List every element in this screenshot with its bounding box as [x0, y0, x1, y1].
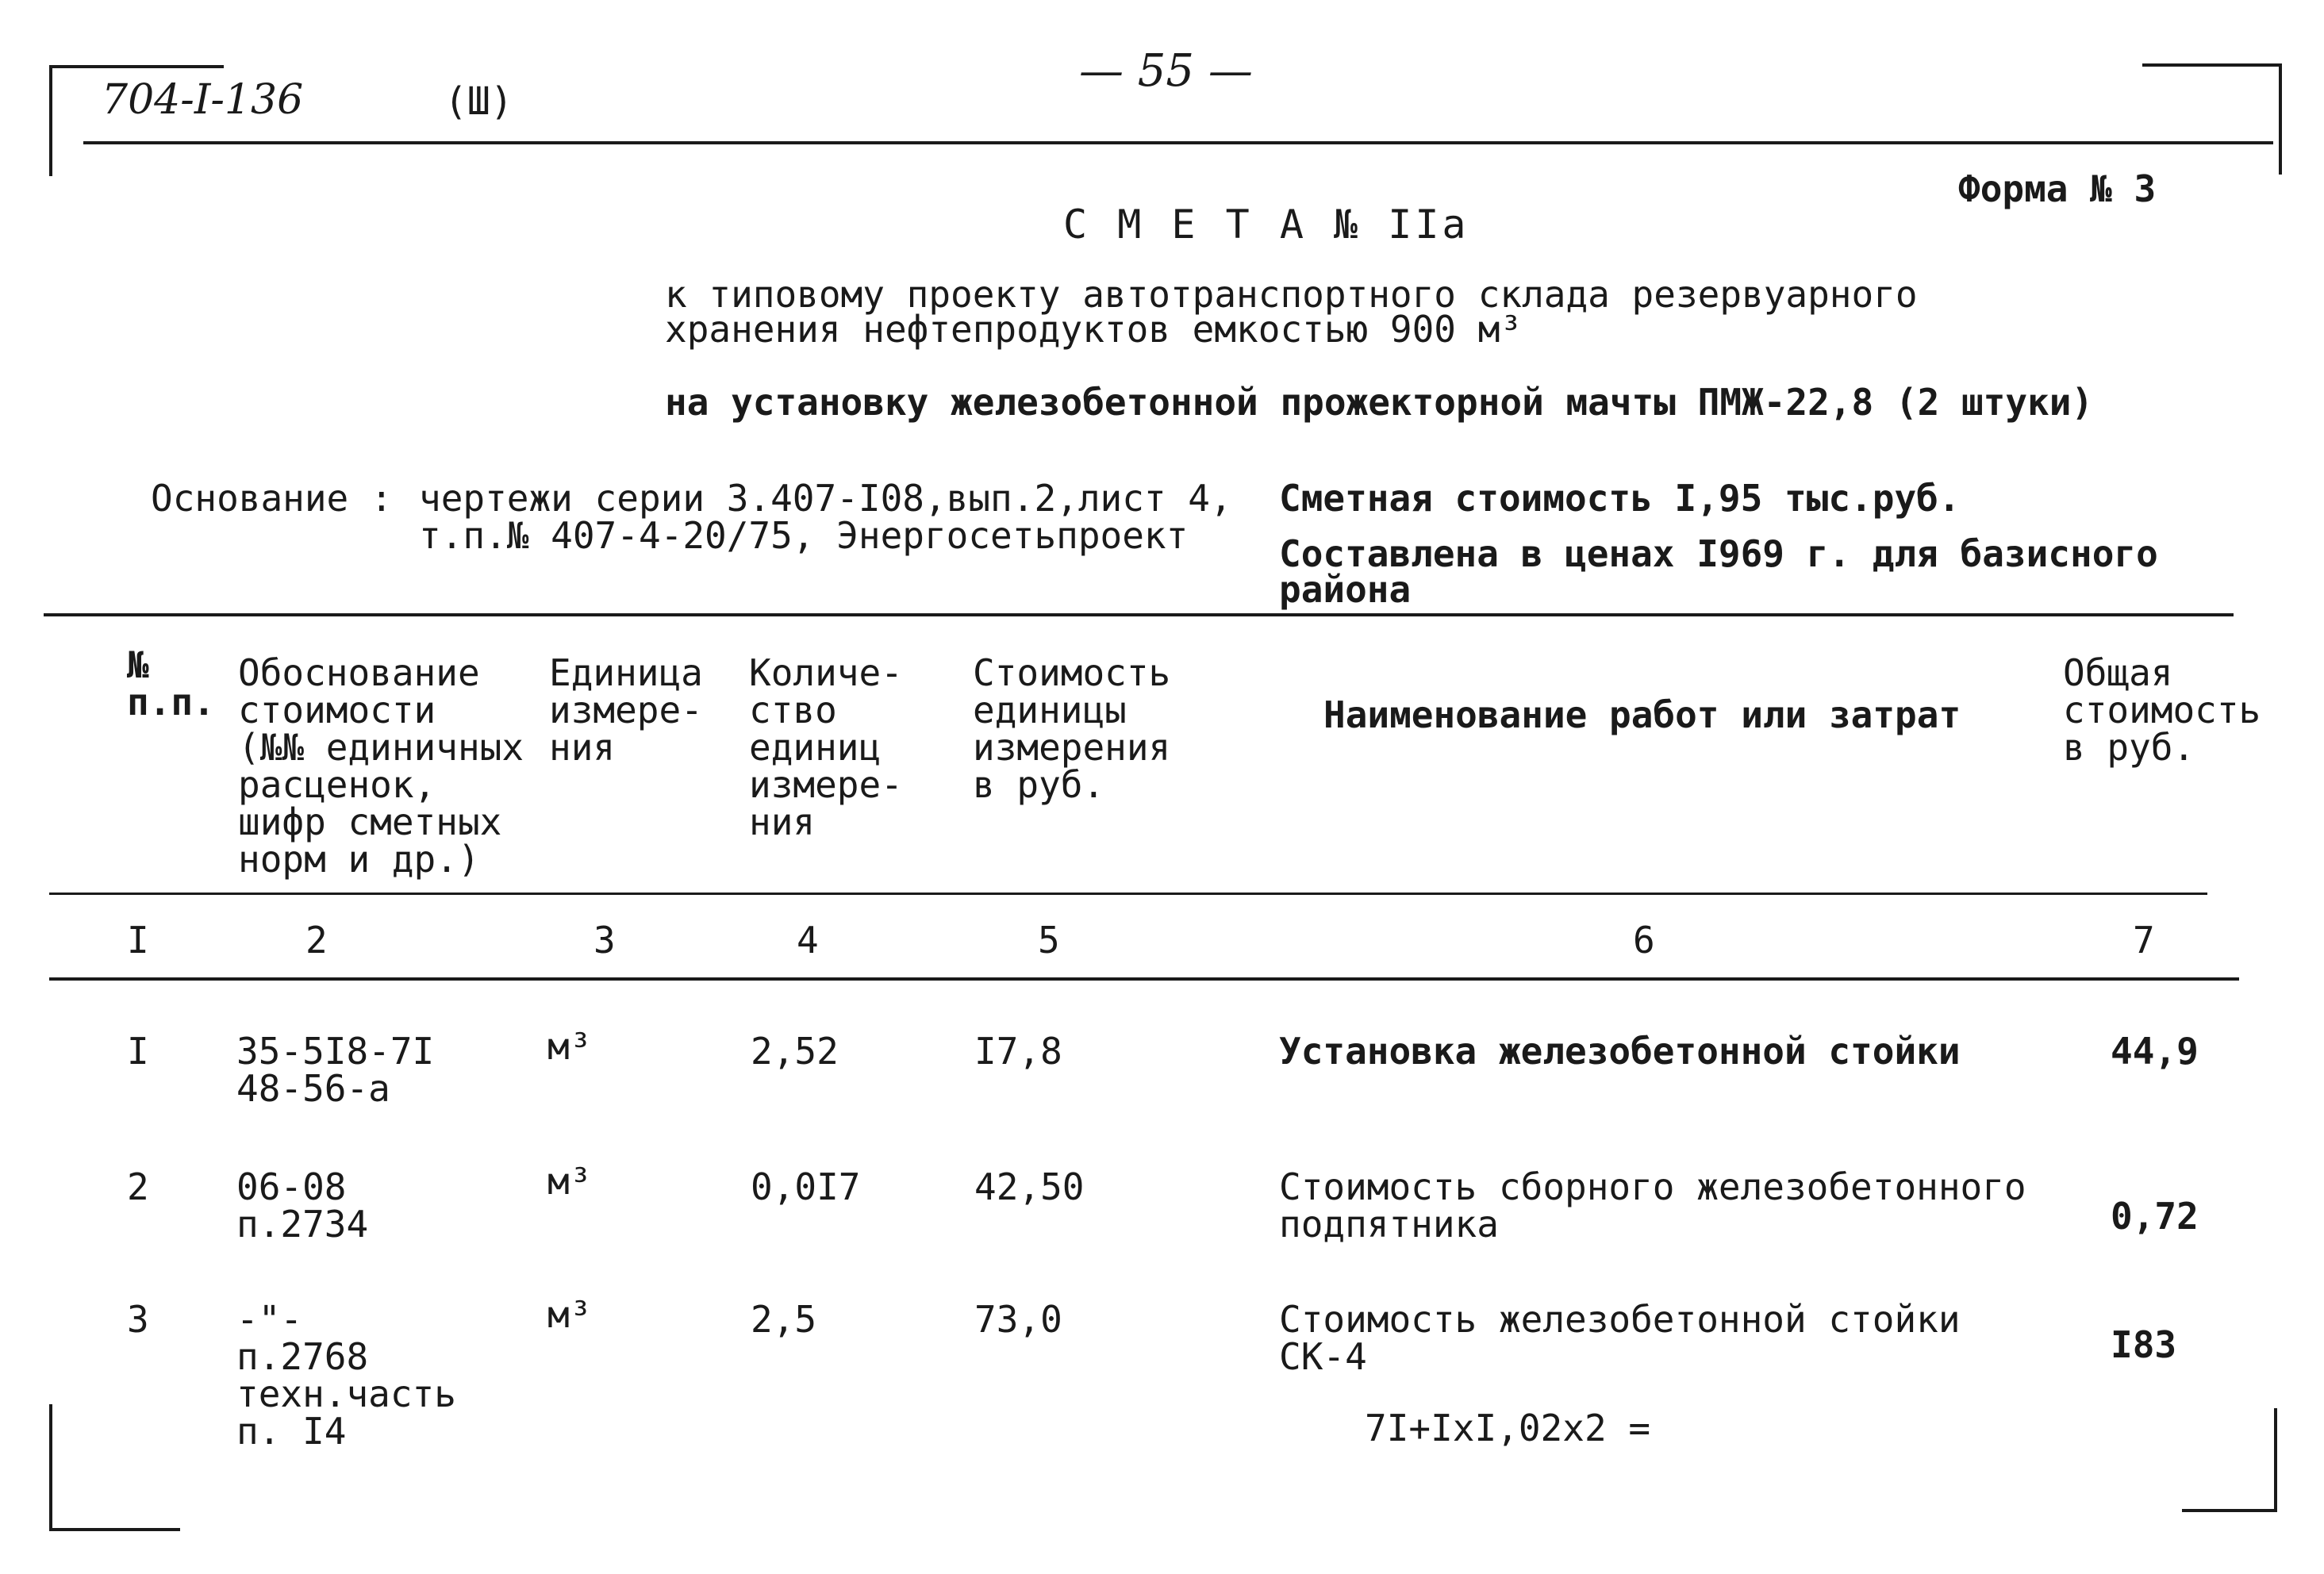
row-1-unit-cost: I7,8	[974, 1030, 1062, 1073]
row-2-number: 2	[127, 1165, 149, 1208]
table-top-rule	[44, 613, 2234, 616]
column-number-6: 6	[1633, 919, 1655, 962]
row-3-quantity: 2,5	[751, 1298, 817, 1341]
table-header-rule	[49, 893, 2207, 895]
frame-corner-bottom-left-v	[49, 1404, 52, 1531]
row-1-work-name: Установка железобетонной стойки	[1279, 1030, 1961, 1073]
row-3-unit-cost: 73,0	[974, 1298, 1062, 1341]
column-number-1: I	[127, 919, 149, 962]
prices-note-line-1: Составлена в ценах I969 г. для базисного	[1279, 532, 2158, 575]
row-2-basis: 06-08 п.2734	[236, 1165, 369, 1246]
column-numbers-rule	[49, 977, 2239, 981]
document-part: (Ш)	[444, 79, 513, 124]
row-2-unit: м³	[547, 1160, 592, 1203]
row-2-unit-cost: 42,50	[974, 1165, 1085, 1208]
column-number-5: 5	[1038, 919, 1060, 962]
column-number-4: 4	[797, 919, 819, 962]
row-1-number: I	[127, 1030, 149, 1073]
row-3-total: I83	[2111, 1323, 2177, 1366]
frame-corner-top-right-h	[2142, 63, 2281, 67]
row-1-basis: 35-5I8-7I 48-56-а	[236, 1030, 435, 1110]
estimated-cost: Сметная стоимость I,95 тыс.руб.	[1279, 477, 1961, 520]
document-title: С М Е Т А № IIа	[1063, 202, 1469, 248]
subtitle-line-2: хранения нефтепродуктов емкостью 900 м³	[665, 308, 1523, 351]
row-1-quantity: 2,52	[751, 1030, 839, 1073]
frame-corner-top-left-v	[49, 65, 52, 176]
row-1-unit: м³	[547, 1025, 592, 1068]
basis-line-1: чертежи серии 3.407-I08,вып.2,лист 4,	[419, 477, 1232, 520]
row-3-work-name: Стоимость железобетонной стойки СК-4	[1279, 1298, 1961, 1378]
frame-corner-bottom-right-h	[2182, 1509, 2277, 1512]
basis-line-2: т.п.№ 407-4-20/75, Энергосетьпроект	[419, 514, 1189, 557]
header-rule	[83, 141, 2273, 144]
document-code: 704-I-136	[102, 76, 304, 124]
page-number: — 55 —	[1079, 45, 1253, 97]
column-number-3: 3	[593, 919, 616, 962]
row-2-total: 0,72	[2111, 1195, 2199, 1238]
row-3-number: 3	[127, 1298, 149, 1341]
header-quantity: Количе- ство единиц измере- ния	[749, 651, 903, 843]
header-work-name: Наименование работ или затрат	[1323, 693, 1961, 736]
frame-corner-bottom-left-h	[49, 1528, 180, 1531]
row-3-basis: -"- п.2768 техн.часть п. I4	[236, 1298, 456, 1453]
prices-note-line-2: района	[1279, 568, 1412, 611]
row-2-quantity: 0,0I7	[751, 1165, 861, 1208]
column-number-2: 2	[305, 919, 328, 962]
header-total-cost: Общая стоимость в руб.	[2063, 651, 2261, 769]
column-number-7: 7	[2133, 919, 2155, 962]
header-cost-basis: Обоснование стоимости (№№ единичных расценок, шифр сметных норм и др.)	[238, 651, 524, 881]
header-unit: Единица измере- ния	[549, 651, 703, 769]
subtitle-line-1: к типовому проекту автотранспортного склада резервуарного	[665, 273, 1918, 316]
basis-label: Основание :	[151, 477, 393, 520]
frame-corner-top-right-v	[2279, 63, 2282, 175]
frame-corner-bottom-right-v	[2274, 1408, 2277, 1511]
form-label: Форма № 3	[1958, 167, 2157, 210]
frame-corner-top-left-h	[49, 65, 224, 68]
header-unit-cost: Стоимость единицы измерения в руб.	[973, 651, 1171, 806]
row-3-unit: м³	[547, 1293, 592, 1336]
row-2-work-name: Стоимость сборного железобетонного подпятника	[1279, 1165, 2026, 1246]
estimate-purpose: на установку железобетонной прожекторной мачты ПМЖ-22,8 (2 штуки)	[665, 381, 2094, 424]
header-row-number: № п.п.	[127, 643, 215, 724]
row-3-formula: 7I+IxI,02x2 =	[1365, 1407, 1651, 1449]
row-1-total: 44,9	[2111, 1030, 2199, 1073]
